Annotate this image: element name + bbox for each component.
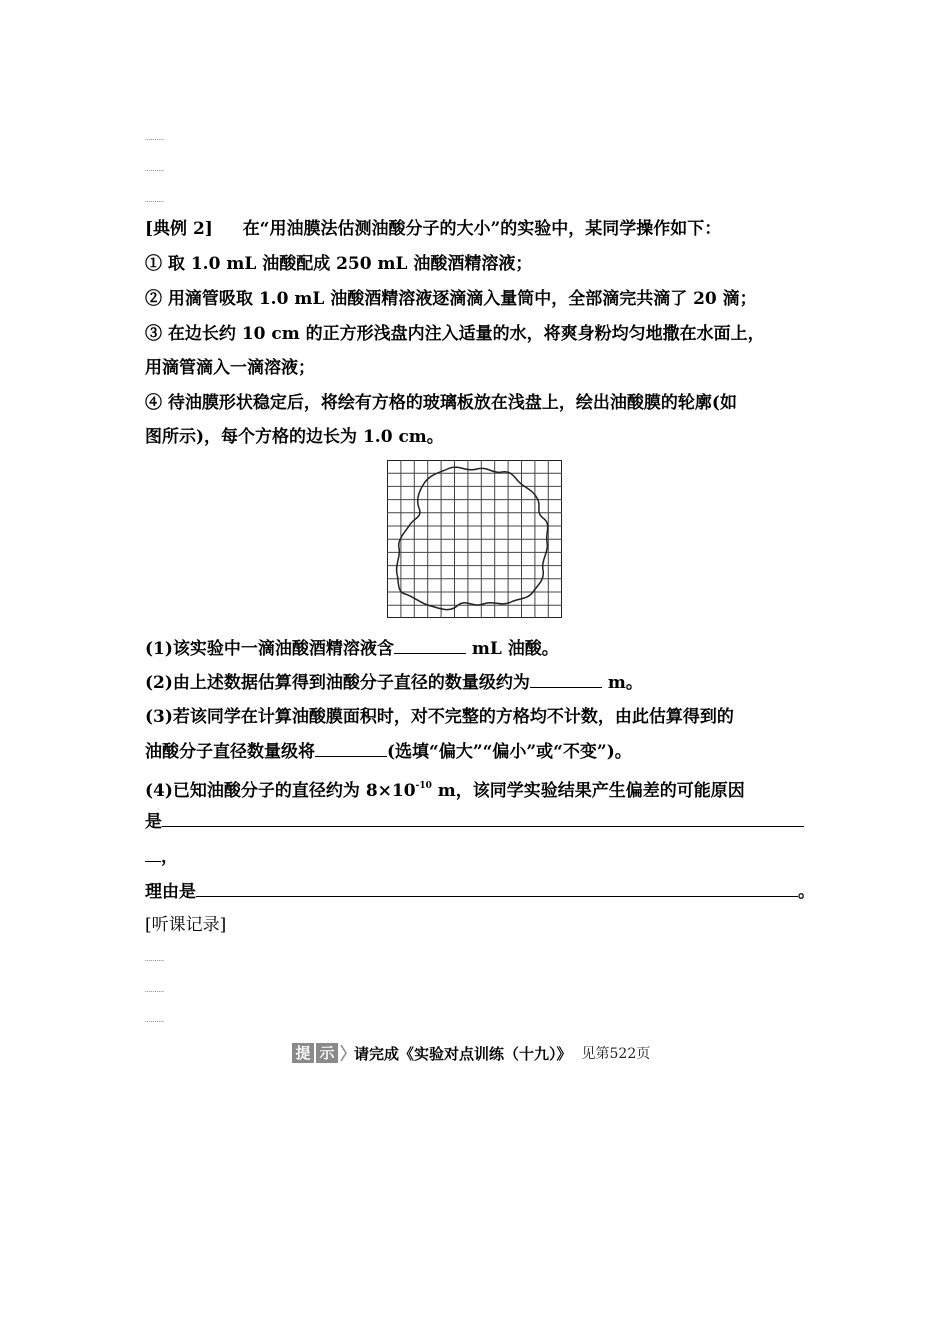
question-1: (1)该实验中一滴油酸酒精溶液含 mL 油酸。 bbox=[145, 639, 559, 659]
dot-leader-1: ·········· bbox=[145, 137, 165, 144]
question-3-line1: (3)若该同学在计算油酸膜面积时，对不完整的方格均不计数，由此估算得到的 bbox=[145, 707, 734, 727]
hint-page-ref: 见第522页 bbox=[581, 1046, 651, 1062]
step-1: ① 取 1.0 mL 油酸配成 250 mL 油酸酒精溶液； bbox=[145, 254, 533, 274]
dot-leader-6: ·········· bbox=[145, 1019, 165, 1026]
answer-blank-reason[interactable] bbox=[196, 880, 798, 897]
grid-lines bbox=[387, 460, 562, 618]
dot-leader-5: ·········· bbox=[145, 989, 165, 996]
record-label: [听课记录] bbox=[145, 915, 227, 935]
example-label: [典例 2] bbox=[145, 219, 213, 239]
example-intro: 在“用油膜法估测油酸分子的大小”的实验中，某同学操作如下： bbox=[242, 219, 722, 239]
answer-blank-4b[interactable] bbox=[145, 845, 161, 862]
question-4-line1: (4)已知油酸分子的直径约为 $8\times 10^{-10}$ m，该同学实验结果产生偏差的可能原因 bbox=[145, 781, 745, 801]
step-3: ③ 在边长约 10 cm 的正方形浅盘内注入适量的水，将爽身粉均匀地撒在水面上， bbox=[145, 324, 765, 344]
question-4-line2: 是 bbox=[145, 810, 825, 833]
chevron-right-icon bbox=[340, 1043, 348, 1063]
dot-leader-4: ·········· bbox=[145, 958, 165, 965]
hint-text: 请完成《实验对点训练（十九）》 bbox=[354, 1044, 572, 1063]
question-3-line2: 油酸分子直径数量级将 (选填“偏大”“偏小”或“不变”)。 bbox=[145, 742, 632, 762]
question-2: (2)由上述数据估算得到油酸分子直径的数量级约为 m。 bbox=[145, 673, 643, 693]
step-4-cont: 图所示)，每个方格的边长为 1.0 cm。 bbox=[145, 427, 444, 447]
hint-bar bbox=[292, 1042, 650, 1064]
example-heading bbox=[145, 218, 825, 240]
step-3-cont: 用滴管滴入一滴溶液； bbox=[145, 358, 315, 378]
oil-film-outline bbox=[397, 467, 548, 609]
answer-blank-1[interactable] bbox=[394, 637, 466, 654]
dot-leader-3: ·········· bbox=[145, 199, 165, 206]
answer-blank-3[interactable] bbox=[315, 740, 387, 757]
oil-film-grid-figure bbox=[387, 460, 562, 618]
hint-box-2: 示 bbox=[316, 1043, 338, 1063]
question-4-line3: ， bbox=[145, 845, 825, 868]
hint-box-1: 提 bbox=[292, 1043, 314, 1063]
step-4: ④ 待油膜形状稳定后，将绘有方格的玻璃板放在浅盘上，绘出油酸膜的轮廓(如 bbox=[145, 393, 737, 413]
step-2: ② 用滴管吸取 1.0 mL 油酸酒精溶液逐滴滴入量筒中，全部滴完共滴了 20 滴； bbox=[145, 289, 757, 309]
reason-line: 理由是 。 bbox=[145, 882, 815, 902]
answer-blank-2[interactable] bbox=[530, 671, 602, 688]
answer-blank-4a[interactable] bbox=[162, 810, 804, 827]
dot-leader-2: ·········· bbox=[145, 168, 165, 175]
